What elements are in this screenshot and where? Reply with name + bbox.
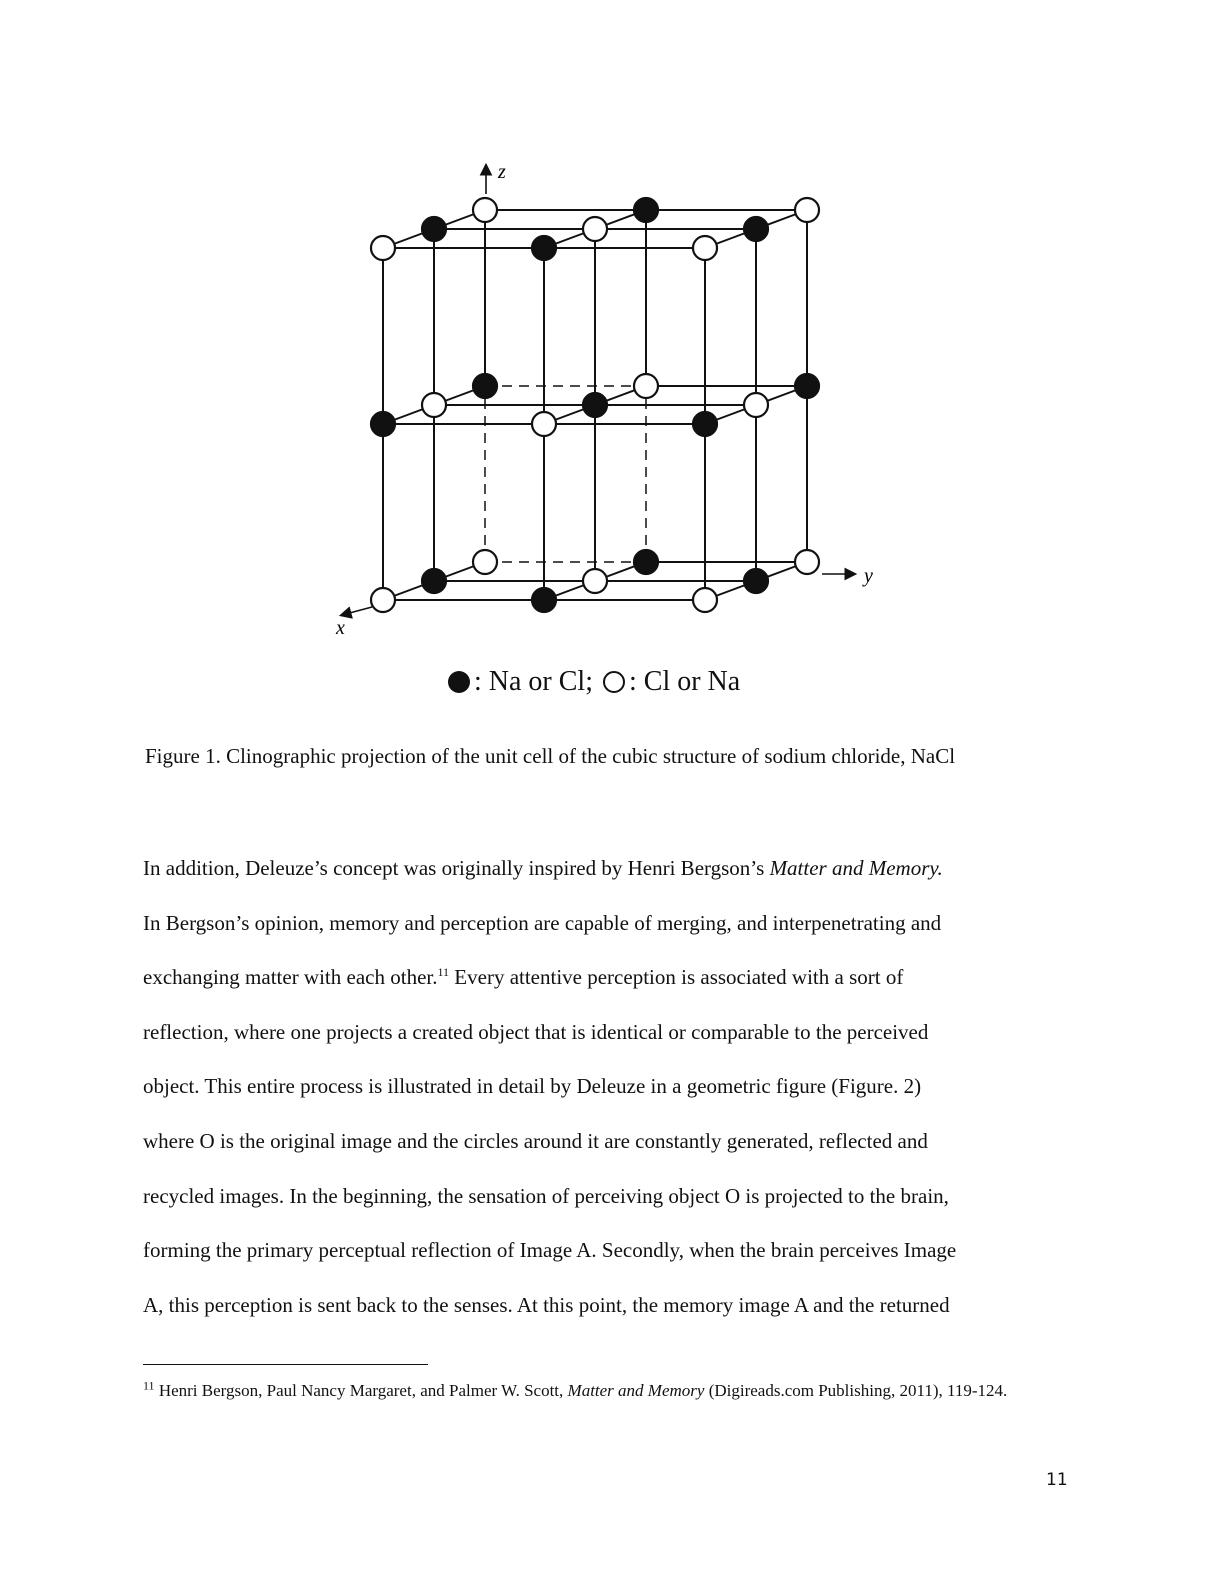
open-atom xyxy=(473,198,497,222)
filled-atom xyxy=(422,569,446,593)
open-atom xyxy=(693,236,717,260)
open-atom xyxy=(473,550,497,574)
filled-atom xyxy=(634,198,658,222)
book-title: Matter and Memory. xyxy=(769,856,943,880)
filled-circle-icon xyxy=(448,671,470,693)
text-span: In addition, Deleuze’s concept was originally inspired by Henri Bergson’s xyxy=(143,856,770,880)
y-axis-label: y xyxy=(864,565,873,587)
text-span: exchanging matter with each other. xyxy=(143,965,438,990)
figure-legend xyxy=(448,662,740,702)
text-line xyxy=(143,848,1083,903)
filled-atom xyxy=(744,569,768,593)
open-atom xyxy=(795,550,819,574)
text-line: where O is the original image and the circles around it are constantly generated, reflected and xyxy=(143,1128,928,1153)
page-number: 11 xyxy=(1046,1470,1068,1490)
text-line: recycled images. In the beginning, the sensation of perceiving object O is projected to the brain, xyxy=(143,1183,949,1208)
footnote-separator xyxy=(143,1364,428,1365)
text-span: Every attentive perception is associated with a sort of xyxy=(449,965,904,990)
text-line: reflection, where one projects a created object that is identical or comparable to the perceived xyxy=(143,1019,929,1044)
open-atom xyxy=(693,588,717,612)
open-circle-icon xyxy=(603,671,625,693)
lattice-diagram xyxy=(320,150,880,670)
open-atom xyxy=(795,198,819,222)
x-axis-label: x xyxy=(336,617,345,639)
text-line: object. This entire process is illustrated in detail by Deleuze in a geometric figure (Figure. 2) xyxy=(143,1074,922,1099)
open-atom xyxy=(371,236,395,260)
text-line: A, this perception is sent back to the senses. At this point, the memory image A and the returned xyxy=(143,1292,950,1317)
filled-atom xyxy=(422,217,446,241)
filled-atom xyxy=(532,236,556,260)
filled-atom xyxy=(795,374,819,398)
figure-caption: Figure 1. Clinographic projection of the unit cell of the cubic structure of sodium chloride, NaCl xyxy=(145,744,956,768)
footnote-text: (Digireads.com Publishing, 2011), 119-124. xyxy=(704,1381,1008,1400)
footnote-title: Matter and Memory xyxy=(567,1381,705,1400)
filled-atom xyxy=(634,550,658,574)
footnote-ref[interactable]: 11 xyxy=(437,965,450,980)
footnote-number: 11 xyxy=(143,1378,155,1393)
body-paragraph xyxy=(143,848,1083,1339)
open-atom xyxy=(583,217,607,241)
text-line: forming the primary perceptual reflection of Image A. Secondly, when the brain perceives Image xyxy=(143,1238,957,1263)
open-atom xyxy=(583,569,607,593)
x-axis-arrow xyxy=(342,607,372,615)
filled-atom xyxy=(532,588,556,612)
filled-atom xyxy=(744,217,768,241)
open-atom xyxy=(744,393,768,417)
legend-open-label: : Cl or Na xyxy=(629,666,741,697)
open-atom xyxy=(422,393,446,417)
legend-filled-label: : Na or Cl; xyxy=(474,666,593,697)
open-atom xyxy=(532,412,556,436)
filled-atom xyxy=(583,393,607,417)
footnote-text: Henri Bergson, Paul Nancy Margaret, and Palmer W. Scott, xyxy=(154,1381,568,1400)
footnote xyxy=(143,1380,1043,1402)
filled-atom xyxy=(693,412,717,436)
open-atom xyxy=(634,374,658,398)
filled-atom xyxy=(473,374,497,398)
text-line xyxy=(143,957,1083,1012)
filled-atom xyxy=(371,412,395,436)
open-atom xyxy=(371,588,395,612)
nacl-unit-cell-figure xyxy=(320,150,880,710)
text-line: In Bergson’s opinion, memory and perception are capable of merging, and interpenetrating and xyxy=(143,910,942,935)
z-axis-label: z xyxy=(498,161,506,183)
